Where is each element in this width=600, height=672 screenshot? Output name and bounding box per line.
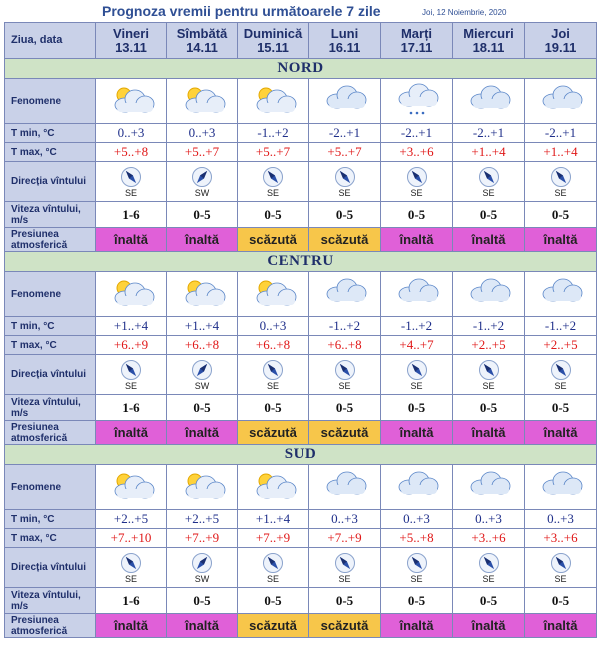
day-header: [167, 23, 238, 59]
tmin-value: -1..+2: [238, 124, 309, 143]
compass-icon: [238, 359, 308, 381]
row-label: T min, °C: [5, 124, 96, 143]
tmin-value: -1..+2: [525, 317, 597, 336]
cloud-icon: [465, 296, 513, 313]
tmax-value: +7..+9: [238, 529, 309, 548]
compass-icon: [453, 359, 524, 381]
tmin-value: +1..+4: [238, 510, 309, 529]
compass-icon: [167, 166, 237, 188]
wind-speed-value: 0-5: [238, 588, 309, 614]
sun-cloud-icon: [178, 103, 226, 120]
forecast-table: [4, 22, 597, 638]
phenomena-row: [5, 465, 597, 510]
tmax-value: +7..+9: [309, 529, 381, 548]
wind-direction-cell: [96, 355, 167, 395]
compass-icon: [238, 166, 308, 188]
wind-direction-cell: [238, 548, 309, 588]
tmin-value: 0..+3: [96, 124, 167, 143]
weather-cell: [453, 79, 525, 124]
day-header: [381, 23, 453, 59]
compass-icon: [309, 359, 380, 381]
row-label: Viteza vîntului, m/s: [5, 588, 96, 614]
cloud-icon: [321, 489, 369, 506]
tmax-value: +7..+10: [96, 529, 167, 548]
compass-icon: [167, 552, 237, 574]
compass-icon: [96, 166, 166, 188]
weather-cell: [381, 465, 453, 510]
tmax-value: +5..+7: [238, 143, 309, 162]
weather-cell: [96, 79, 167, 124]
wind-direction-value: SE: [266, 380, 279, 391]
compass-icon: [167, 359, 237, 381]
pressure-value: înaltă: [525, 421, 597, 445]
tmin-row: [5, 124, 597, 143]
wind-speed-value: 0-5: [381, 202, 453, 228]
pressure-value: scăzută: [238, 228, 309, 252]
compass-icon: [381, 166, 452, 188]
wind-speed-value: 0-5: [525, 588, 597, 614]
wind-direction-row: [5, 548, 597, 588]
day-date: 17.11: [400, 39, 433, 55]
wind-speed-value: 0-5: [309, 588, 381, 614]
cloud-icon: [393, 489, 441, 506]
compass-icon: [525, 359, 596, 381]
wind-speed-value: 0-5: [309, 395, 381, 421]
day-date: 15.11: [257, 39, 289, 55]
wind-direction-cell: [309, 162, 381, 202]
page-title: Prognoza vremii pentru următoarele 7 zile: [102, 3, 381, 19]
wind-direction-value: SE: [482, 573, 495, 584]
wind-speed-row: [5, 588, 597, 614]
wind-direction-cell: [381, 548, 453, 588]
row-label: Presiunea atmosferică: [5, 228, 96, 252]
pressure-value: scăzută: [309, 228, 381, 252]
sun-cloud-icon: [107, 489, 155, 506]
tmax-value: +5..+8: [96, 143, 167, 162]
wind-direction-value: SE: [338, 380, 351, 391]
pressure-row: [5, 421, 597, 445]
issued-date: Joi, 12 Noiembrie, 2020: [422, 8, 507, 17]
day-date: 19.11: [544, 39, 577, 55]
pressure-value: scăzută: [238, 421, 309, 445]
pressure-value: înaltă: [453, 614, 525, 638]
weather-cell: [309, 272, 381, 317]
pressure-value: înaltă: [381, 228, 453, 252]
day-header: [238, 23, 309, 59]
wind-speed-value: 0-5: [381, 395, 453, 421]
weather-cell: [525, 465, 597, 510]
compass-icon: [525, 552, 596, 574]
tmax-value: +3..+6: [453, 529, 525, 548]
tmin-value: -2..+1: [453, 124, 525, 143]
tmin-value: -1..+2: [309, 317, 381, 336]
tmax-value: +1..+4: [453, 143, 525, 162]
tmax-value: +3..+6: [381, 143, 453, 162]
weather-cell: [453, 465, 525, 510]
cloud-snow-icon: [393, 103, 441, 120]
wind-direction-value: SE: [482, 187, 495, 198]
day-header: [309, 23, 381, 59]
cloud-icon: [465, 489, 513, 506]
pressure-value: înaltă: [96, 421, 167, 445]
wind-direction-value: SE: [410, 380, 423, 391]
cloud-icon: [537, 489, 585, 506]
tmax-value: +2..+5: [525, 336, 597, 355]
wind-direction-value: SE: [338, 573, 351, 584]
wind-speed-value: 0-5: [381, 588, 453, 614]
cloud-icon: [321, 296, 369, 313]
tmax-value: +4..+7: [381, 336, 453, 355]
wind-direction-value: SE: [554, 187, 567, 198]
pressure-value: înaltă: [167, 614, 238, 638]
tmin-value: -2..+1: [381, 124, 453, 143]
weather-cell: [238, 465, 309, 510]
wind-speed-value: 0-5: [238, 202, 309, 228]
wind-speed-value: 0-5: [167, 202, 238, 228]
tmax-value: +6..+8: [238, 336, 309, 355]
wind-direction-cell: [453, 548, 525, 588]
day-header: [453, 23, 525, 59]
pressure-value: înaltă: [167, 228, 238, 252]
day-name: Sîmbătă: [176, 25, 228, 41]
pressure-value: înaltă: [381, 614, 453, 638]
wind-direction-value: SE: [124, 380, 137, 391]
weather-cell: [238, 272, 309, 317]
row-label: Viteza vîntului, m/s: [5, 202, 96, 228]
row-label: Fenomene: [5, 79, 96, 124]
wind-direction-value: SW: [194, 380, 210, 391]
tmax-value: +6..+8: [309, 336, 381, 355]
region-row: [5, 59, 597, 79]
tmax-value: +5..+7: [167, 143, 238, 162]
tmin-value: 0..+3: [525, 510, 597, 529]
wind-direction-value: SW: [194, 573, 210, 584]
wind-speed-value: 0-5: [167, 395, 238, 421]
tmax-value: +1..+4: [525, 143, 597, 162]
wind-direction-value: SE: [554, 380, 567, 391]
sun-cloud-icon: [249, 296, 297, 313]
tmax-value: +2..+5: [453, 336, 525, 355]
header: [0, 0, 600, 22]
day-name: Luni: [330, 25, 359, 41]
day-header: [96, 23, 167, 59]
weather-cell: [167, 465, 238, 510]
pressure-row: [5, 614, 597, 638]
row-label: Direcția vîntului: [5, 162, 96, 202]
wind-direction-row: [5, 355, 597, 395]
wind-direction-value: SE: [482, 380, 495, 391]
weather-cell: [525, 79, 597, 124]
weather-cell: [96, 272, 167, 317]
row-label: T min, °C: [5, 510, 96, 529]
day-date: 13.11: [115, 39, 147, 55]
sun-cloud-icon: [178, 489, 226, 506]
row-label: T min, °C: [5, 317, 96, 336]
cloud-icon: [393, 296, 441, 313]
wind-speed-value: 1-6: [96, 588, 167, 614]
wind-direction-cell: [167, 548, 238, 588]
wind-direction-value: SE: [410, 573, 423, 584]
sun-cloud-icon: [249, 103, 297, 120]
wind-speed-row: [5, 202, 597, 228]
tmin-row: [5, 317, 597, 336]
wind-direction-cell: [309, 355, 381, 395]
region-title: SUD: [5, 445, 597, 465]
wind-direction-cell: [453, 355, 525, 395]
wind-direction-cell: [167, 162, 238, 202]
tmax-value: +7..+9: [167, 529, 238, 548]
row-label: Presiunea atmosferică: [5, 614, 96, 638]
row-label: Direcția vîntului: [5, 355, 96, 395]
wind-speed-value: 1-6: [96, 202, 167, 228]
day-header: [525, 23, 597, 59]
day-name: Duminică: [243, 25, 303, 41]
sun-cloud-icon: [107, 103, 155, 120]
day-date: 16.11: [328, 39, 361, 55]
wind-direction-cell: [525, 548, 597, 588]
wind-speed-value: 0-5: [453, 395, 525, 421]
wind-direction-cell: [381, 162, 453, 202]
tmin-value: -1..+2: [381, 317, 453, 336]
wind-direction-cell: [238, 162, 309, 202]
pressure-value: scăzută: [238, 614, 309, 638]
day-date: 18.11: [472, 39, 505, 55]
row-label: Fenomene: [5, 272, 96, 317]
compass-icon: [453, 166, 524, 188]
wind-direction-value: SE: [266, 573, 279, 584]
wind-direction-cell: [525, 162, 597, 202]
tmin-value: 0..+3: [238, 317, 309, 336]
day-name: Vineri: [113, 25, 149, 41]
compass-icon: [96, 552, 166, 574]
tmin-value: 0..+3: [167, 124, 238, 143]
tmax-value: +5..+8: [381, 529, 453, 548]
wind-direction-cell: [96, 162, 167, 202]
weather-cell: [167, 272, 238, 317]
tmax-row: [5, 336, 597, 355]
tmin-value: +1..+4: [96, 317, 167, 336]
day-name: Miercuri: [463, 25, 514, 41]
cloud-icon: [465, 103, 513, 120]
compass-icon: [381, 359, 452, 381]
pressure-value: înaltă: [167, 421, 238, 445]
tmin-value: -2..+1: [525, 124, 597, 143]
tmax-value: +3..+6: [525, 529, 597, 548]
tmin-row: [5, 510, 597, 529]
weather-cell: [309, 79, 381, 124]
tmin-value: 0..+3: [309, 510, 381, 529]
weather-cell: [96, 465, 167, 510]
weather-cell: [381, 79, 453, 124]
pressure-value: înaltă: [96, 228, 167, 252]
wind-direction-cell: [381, 355, 453, 395]
pressure-value: înaltă: [453, 421, 525, 445]
sun-cloud-icon: [107, 296, 155, 313]
weather-cell: [167, 79, 238, 124]
wind-direction-value: SE: [124, 573, 137, 584]
row-label: Fenomene: [5, 465, 96, 510]
wind-speed-value: 0-5: [309, 202, 381, 228]
pressure-row: [5, 228, 597, 252]
tmin-value: 0..+3: [453, 510, 525, 529]
pressure-value: înaltă: [381, 421, 453, 445]
phenomena-row: [5, 272, 597, 317]
tmin-value: 0..+3: [381, 510, 453, 529]
wind-direction-cell: [238, 355, 309, 395]
wind-speed-value: 0-5: [453, 202, 525, 228]
compass-icon: [309, 166, 380, 188]
weather-cell: [381, 272, 453, 317]
compass-icon: [238, 552, 308, 574]
compass-icon: [381, 552, 452, 574]
wind-direction-cell: [96, 548, 167, 588]
compass-icon: [96, 359, 166, 381]
row-label: Presiunea atmosferică: [5, 421, 96, 445]
tmin-value: +2..+5: [167, 510, 238, 529]
tmax-value: +6..+9: [96, 336, 167, 355]
row-label: T max, °C: [5, 529, 96, 548]
region-row: [5, 252, 597, 272]
row-label: Direcția vîntului: [5, 548, 96, 588]
row-label: T max, °C: [5, 336, 96, 355]
header-label: Ziua, data: [5, 23, 96, 59]
tmax-row: [5, 143, 597, 162]
compass-icon: [453, 552, 524, 574]
sun-cloud-icon: [249, 489, 297, 506]
compass-icon: [309, 552, 380, 574]
wind-direction-cell: [167, 355, 238, 395]
day-date: 14.11: [186, 39, 218, 55]
pressure-value: scăzută: [309, 614, 381, 638]
wind-direction-value: SE: [124, 187, 137, 198]
region-row: [5, 445, 597, 465]
wind-speed-value: 0-5: [167, 588, 238, 614]
tmin-value: -2..+1: [309, 124, 381, 143]
header-row: [5, 23, 597, 59]
wind-direction-value: SE: [410, 187, 423, 198]
wind-direction-cell: [525, 355, 597, 395]
weather-cell: [238, 79, 309, 124]
cloud-icon: [537, 103, 585, 120]
tmin-value: +1..+4: [167, 317, 238, 336]
weather-cell: [525, 272, 597, 317]
row-label: Viteza vîntului, m/s: [5, 395, 96, 421]
wind-direction-value: SE: [554, 573, 567, 584]
cloud-icon: [321, 103, 369, 120]
wind-speed-value: 1-6: [96, 395, 167, 421]
wind-speed-row: [5, 395, 597, 421]
weather-cell: [453, 272, 525, 317]
wind-direction-cell: [453, 162, 525, 202]
pressure-value: înaltă: [453, 228, 525, 252]
tmax-value: +6..+8: [167, 336, 238, 355]
wind-direction-value: SE: [338, 187, 351, 198]
wind-direction-row: [5, 162, 597, 202]
row-label: T max, °C: [5, 143, 96, 162]
wind-direction-value: SW: [194, 187, 210, 198]
wind-speed-value: 0-5: [238, 395, 309, 421]
tmin-value: -1..+2: [453, 317, 525, 336]
pressure-value: înaltă: [525, 228, 597, 252]
compass-icon: [525, 166, 596, 188]
region-title: NORD: [5, 59, 597, 79]
wind-speed-value: 0-5: [525, 202, 597, 228]
wind-direction-value: SE: [266, 187, 279, 198]
cloud-icon: [537, 296, 585, 313]
weather-cell: [309, 465, 381, 510]
pressure-value: înaltă: [525, 614, 597, 638]
wind-direction-cell: [309, 548, 381, 588]
sun-cloud-icon: [178, 296, 226, 313]
wind-speed-value: 0-5: [525, 395, 597, 421]
day-name: Marți: [400, 25, 433, 41]
tmax-value: +5..+7: [309, 143, 381, 162]
pressure-value: înaltă: [96, 614, 167, 638]
tmin-value: +2..+5: [96, 510, 167, 529]
tmax-row: [5, 529, 597, 548]
day-name: Joi: [551, 25, 570, 41]
wind-speed-value: 0-5: [453, 588, 525, 614]
phenomena-row: [5, 79, 597, 124]
region-title: CENTRU: [5, 252, 597, 272]
pressure-value: scăzută: [309, 421, 381, 445]
